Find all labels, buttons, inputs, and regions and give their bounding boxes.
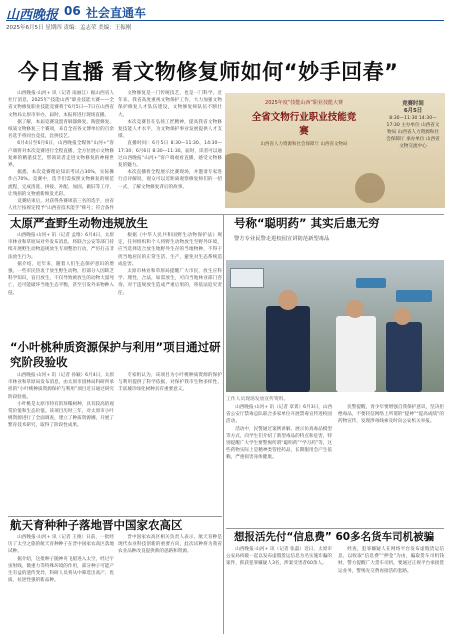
paragraph: 太原市林业和草原局提醒广大市民，放生应科学、理性、合法，如需放生，可向当地林业部门咨询。对于违规放生造成严重后果的，将依法追究责任。 — [118, 269, 222, 296]
paragraph: 山西晚报·山河+ 讯（记者 王俊）日前，一批经历了太空之旅的航天育种种子在晋中国家农高区落地试种。 — [8, 535, 114, 555]
story5-title: 航天育种种子落地晋中国家农高区 — [10, 518, 183, 532]
paragraph: 山西晚报·山河+ 讯（记者 南丽江）据山西省人社厅消息，2025年“技能山西”职业技能大赛——全省文物修复职业技能竞赛将于6月5日—7日在山西省文物局太原市举办，届时，本报将进行现场直播。 — [8, 91, 114, 118]
page-number: 06 — [64, 4, 81, 18]
competition-poster-image — [225, 93, 445, 208]
lead-headline: 今日直播 看文物修复师如何“妙手回春” — [18, 60, 399, 84]
paragraph: 6月4日至6月6日，山西晚报全媒体“山河+”客户端将对本次竞赛进行全程直播，全方位展示文物修复师的精湛技艺，带领读者走进文物修复的神秘世界。 — [8, 141, 114, 169]
paragraph: 专家组认为，该项目为小叶桃种质资源的保护与利用提供了科学依据，对保护我市生物多样性、丰富城市绿化树种具有重要意义。 — [118, 373, 222, 393]
story6-col-1 — [226, 546, 332, 634]
story3-title: “小叶桃种质资源保护与利用”项目通过研究阶段验收 — [10, 340, 221, 369]
paragraph: 据介绍，这批种子随神舟飞船进入太空，经过宇宙射线、微重力等特殊环境的作用，部分种子可能产生有益的遗传变异，科研人员将从中筛选出高产、优质、抗逆性强的新品种。 — [8, 556, 114, 584]
story4-col-1 — [226, 404, 332, 524]
paragraph: 据悉，本次竞赛理论知识考试占30%，实际操作占70%。竞赛中，选手们需按照文物修复的规范流程，完成清洗、拼接、补配、加固、做旧等工序，让残损的文物重新焕发光彩。 — [8, 170, 114, 197]
lead-col-1 — [8, 90, 114, 212]
poster-title: 全省文物行业职业技能竞赛 — [251, 112, 357, 137]
story5-col-2 — [118, 534, 222, 634]
story6-col-2 — [338, 546, 444, 634]
paragraph: 活动中，民警通过案例讲解、展示仿真毒品模型等方式，向学生们介绍了新型毒品的特点和危害，特别提醒广大学生要警惕所谓“聪明药”“学习药”等，这些药物实际上是精神类管控药品，长期服用会产生依赖，严重损害身体健康。 — [226, 426, 332, 461]
story3-col-1 — [8, 372, 114, 512]
paragraph: 晋中国家农高区相关负责人表示，航天育种是现代农业科技创新的重要方向，此次试种将为我省农业品种改良提供新的思路和资源。 — [118, 535, 222, 555]
paragraph: 文物修复是一门传统技艺，也是一门科学。近年来，我省高度重视文物保护工作，大力加强文物保护修复人才队伍建设，文物修复师队伍不断壮大。 — [118, 91, 222, 118]
paragraph: 山西晚报·山河+ 讯（记者 孙颖）6月4日，太原市林业和草原局发布消息，由太原市园林局科研所承担的“小叶桃种质资源保护与利用”项目近日通过研究阶段验收。 — [8, 373, 114, 400]
section-divider — [8, 516, 222, 517]
paragraph: 小叶桃是太原市特有的珍稀树种，具有较高的观赏价值和生态价值。该项目历时三年，对太原市小叶桃资源进行了全面调查，建立了种质资源圃，开展了繁育技术研究，取得了阶段性成果。 — [8, 401, 114, 429]
paragraph: 经查，犯罪嫌疑人在网络平台发布虚假货运信息，以收取“信息费”“押金”为由，骗取货车司机钱财。警方提醒广大货车司机，要通过正规平台承接货运业务，警惕先交费再接活的套路。 — [338, 547, 444, 574]
masthead — [6, 4, 444, 32]
section-title: 社会直通车 — [86, 6, 147, 20]
schedule-title: 竞赛时间 — [402, 101, 424, 107]
paragraph: 山西晚报·山河+ 讯（记者 张磊）近日，太原市公安局侦破一起以发布虚假货运信息为名实施诈骗的案件，抓获犯罪嫌疑人3名，涉案受害者60余人。 — [226, 547, 332, 567]
story2-title: 太原严查野生动物违规放生 — [10, 216, 148, 230]
story3-col-2 — [118, 372, 222, 512]
story6-title: 想报活先付“信息费” 60多名货车司机被骗 — [234, 531, 435, 543]
paragraph: 山西晚报·山河+ 讯（记者 章菁）6月3日，山西省公安厅禁毒总队联合多家单位开展禁毒宣传进校园活动。 — [226, 405, 332, 425]
schedule-body: 8:30—11:30 14:30—17:30 主办单位 山西省文物局 山西省人力资源和社会保障厅 承办单位 山西省文物交流中心 — [386, 116, 440, 149]
story2-col-2 — [118, 232, 222, 332]
paragraph: 本次竞赛旨在弘扬工匠精神，提高我省文物修复技能人才水平，为文物保护事业发展提供人才支撑。 — [118, 119, 222, 140]
paragraph: 民警提醒，青少年要增强自我保护意识，坚决拒绝毒品，不要轻信网络上所谓的“提神”“提高成绩”的药物宣传，发现涉毒线索及时向公安机关举报。 — [338, 405, 444, 425]
paragraph: 根据《中华人民共和国野生动物保护法》规定，任何组织和个人将野生动物放生至野外环境，应当选择适合放生地野外生存的当地物种，不得干扰当地居民的正常生活、生产，避免对生态系统造成危害。 — [118, 233, 222, 267]
anti-drug-event-photo — [226, 260, 444, 392]
story2-col-1 — [8, 232, 114, 332]
newspaper-logo: 山西晚报 — [6, 8, 59, 23]
masthead-rule — [6, 20, 444, 21]
photo-caption: 工作人员现场发放宣传资料。 — [226, 397, 289, 402]
poster-schedule — [385, 101, 441, 201]
story4-subtitle: 警方专业民警走进校园宣讲防范新型毒品 — [234, 236, 330, 242]
paragraph: 竞赛结束后，对获得各赛项前三名的选手，由省人社厅按规定授予“山西省技术能手”称号；符合条件 — [8, 199, 114, 212]
poster-panel — [250, 99, 358, 191]
story4-col-2 — [338, 404, 444, 524]
paragraph: 据介绍，近年来，随着人们生态保护意识的增强，一些市民热衷于放生野生动物，但部分人因缺乏科学知识，盲目放生，不仅导致被放生的动物大量死亡，还可能破坏当地生态平衡，甚至引发外来物种入侵。 — [8, 261, 114, 296]
section-divider — [8, 214, 444, 215]
poster-organizer: 山西省人力资源和社会保障厅 山西省文物局 — [260, 142, 348, 147]
story4-title: 号称“聪明药” 其实后患无穷 — [234, 216, 380, 230]
paragraph: 本次直播将全程展示比赛现场，并邀请专家进行点评解说，观众可以近距离观察修复师们的一招一式，了解文物修复背后的故事。 — [118, 170, 222, 190]
section-divider — [226, 528, 444, 529]
story5-col-1 — [8, 534, 114, 634]
lead-col-2 — [118, 90, 222, 212]
paragraph: 直播时间：6月5日 8:30—11:30、14:30—17:30；6月6日 8:30—11:30。届时，读者可以通过山西晚报“山河+”客户端观看直播，感受文物修复的魅力。 — [118, 141, 222, 169]
poster-subtitle: 2025年度“技能山西”职业技能大赛 — [265, 100, 343, 106]
issue-meta: 2025年6月5日 星期四 责编：孟志荣 美编：王振刚 — [6, 25, 132, 31]
column-divider — [223, 214, 224, 634]
paragraph: 山西晚报·山河+ 讯（记者 孟维）6月4日，太原市林业和草原局对外发布消息，将联合公安等部门持续开展野生动物违规放生专项整治行动，严厉打击非法放生行为。 — [8, 233, 114, 260]
schedule-date: 6月5日 — [403, 108, 423, 114]
paragraph: 据了解，本届竞赛设置青铜器修复、陶瓷修复、纸质文物修复三个赛项，来自全省各文博单位的百余名选手将同台竞技，比拼技艺。 — [8, 119, 114, 140]
